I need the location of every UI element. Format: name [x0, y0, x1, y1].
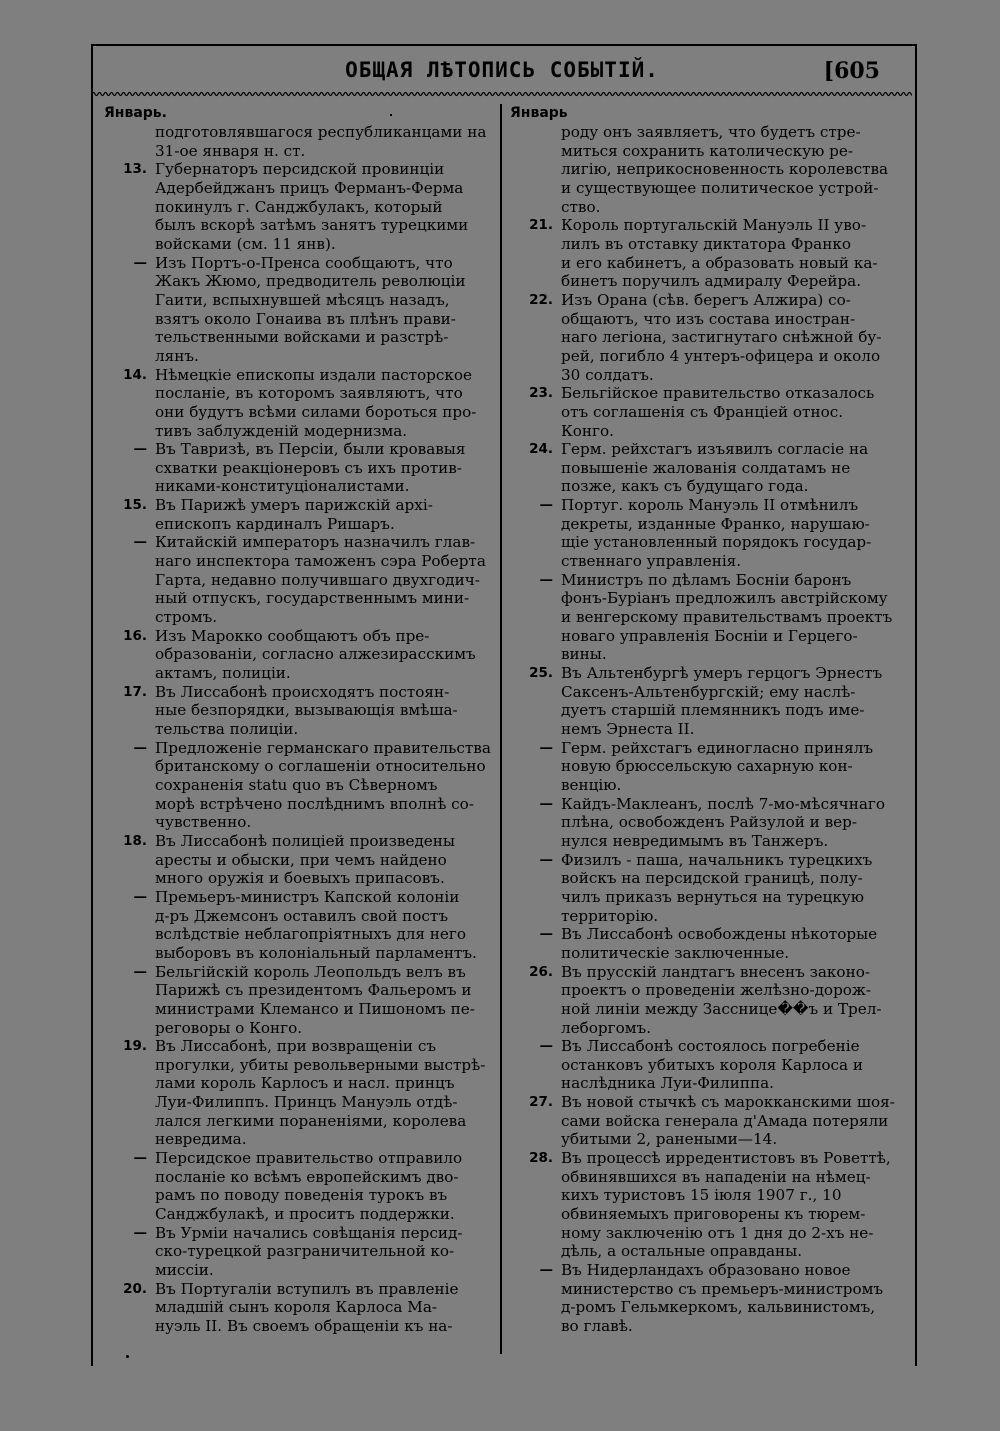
entry-date: —: [133, 963, 147, 980]
entry-text: [561, 496, 900, 571]
entry-text: [155, 1280, 494, 1336]
text-line: Луи-Филиппъ. Принцъ Мануэль отдѣ-: [155, 1093, 458, 1112]
chronicle-entry: [104, 963, 494, 1038]
text-line: миться сохранить католическую ре-: [561, 141, 853, 160]
text-line: много оружія и боевыхъ припасовъ.: [155, 869, 445, 888]
text-line: кихъ туристовъ 15 іюля 1907 г., 10: [561, 1186, 842, 1205]
text-line: покинулъ г. Санджбулакъ, который: [155, 197, 443, 216]
entry-date: —: [133, 254, 147, 271]
text-line: во главѣ.: [561, 1317, 633, 1335]
text-line: ство.: [561, 197, 601, 216]
right-column: [510, 104, 900, 1336]
text-line: наго инспектора таможенъ сэра Роберта: [155, 552, 486, 571]
entry-list: [104, 123, 494, 1336]
text-line: тивъ заблужденій модернизма.: [155, 421, 408, 440]
chronicle-entry: [510, 1037, 900, 1093]
text-line: декреты, изданные Франко, нарушаю-: [561, 514, 870, 533]
text-line: миссіи.: [155, 1261, 214, 1280]
entry-date: —: [539, 739, 553, 756]
text-line: Изъ Орана (сѣв. берегъ Алжира) со-: [561, 290, 851, 309]
text-line: Конго.: [561, 421, 614, 440]
entry-text: [155, 533, 494, 626]
text-line: образованіи, согласно алжезирасскимъ: [155, 645, 476, 664]
chronicle-entry: [510, 216, 900, 291]
text-line: Саксенъ-Альтенбургскій; ему наслѣ-: [561, 682, 856, 701]
text-line: лянъ.: [155, 346, 199, 365]
text-line: Герм. рейхстагъ изъявилъ согласіе на: [561, 440, 869, 459]
chronicle-entry: [510, 291, 900, 384]
text-line: Въ прусскій ландтагъ внесенъ законо-: [561, 962, 870, 981]
entry-date: 14.: [123, 366, 147, 383]
text-line: Бельгійское правительство отказалось: [561, 384, 875, 403]
text-line: нулся невредимымъ въ Танжеръ.: [561, 831, 829, 850]
text-line: дѣль, а остальные оправданы.: [561, 1242, 803, 1261]
entry-text: [155, 739, 494, 832]
entry-text: [561, 1261, 900, 1336]
entry-text: [561, 851, 900, 926]
text-line: д-ромъ Гельмкеркомъ, кальвинистомъ,: [561, 1298, 876, 1317]
text-line: Гаити, вспыхнувшей мѣсяцъ назадъ,: [155, 290, 450, 309]
text-line: чилъ приказъ вернуться на турецкую: [561, 887, 864, 906]
chronicle-entry: [510, 571, 900, 664]
chronicle-entry: [104, 888, 494, 963]
text-line: морѣ встрѣчено послѣднимъ вполнѣ со-: [155, 794, 474, 813]
chronicle-entry: [104, 123, 494, 160]
text-line: министерство съ премьеръ-министромъ: [561, 1279, 884, 1298]
entry-text: [155, 1037, 494, 1149]
text-line: британскому о соглашеніи относительно: [155, 757, 486, 776]
entry-text: [155, 888, 494, 963]
text-line: Персидское правительство отправило: [155, 1149, 463, 1168]
entry-text: [155, 160, 494, 253]
chronicle-entry: [104, 1037, 494, 1149]
entry-date: [104, 123, 155, 160]
entry-date: 25.: [529, 665, 553, 682]
text-line: новую брюссельскую сахарную кон-: [561, 757, 853, 776]
entry-date: 28.: [529, 1150, 553, 1167]
chronicle-entry: [510, 963, 900, 1038]
chronicle-entry: [104, 533, 494, 626]
entry-date: 15.: [123, 497, 147, 514]
column-divider: [500, 104, 502, 1354]
entry-text: [561, 440, 900, 496]
text-line: общаютъ, что изъ состава иностран-: [561, 309, 856, 328]
entry-date: —: [133, 739, 147, 756]
text-line: никами-конституціоналистами.: [155, 477, 410, 496]
text-line: сохраненія statu quo въ Сѣверномъ: [155, 775, 438, 794]
text-line: чувственно.: [155, 813, 252, 832]
text-line: Въ Нидерландахъ образовано новое: [561, 1261, 851, 1280]
text-line: наго легіона, застигнутаго снѣжной бу-: [561, 328, 882, 347]
text-line: проектъ о проведеніи желѣзно-дорож-: [561, 981, 872, 1000]
text-line: вслѣдствіе неблагопріятныхъ для него: [155, 925, 466, 944]
text-line: былъ вскорѣ затѣмъ занятъ турецкими: [155, 216, 469, 235]
entry-date: —: [539, 926, 553, 943]
text-line: Въ Тавризѣ, въ Персіи, были кровавыя: [155, 440, 466, 459]
text-line: Въ Лиссабонѣ освобождены нѣкоторые: [561, 925, 878, 944]
entry-date: 22.: [529, 291, 553, 308]
text-line: Физилъ - паша, начальникъ турецкихъ: [561, 850, 873, 869]
text-line: Король португальскій Мануэль II уво-: [561, 216, 867, 235]
text-line: тельства полиціи.: [155, 720, 299, 738]
chronicle-entry: [510, 123, 900, 216]
text-line: и его кабинетъ, а образовать новый ка-: [561, 253, 878, 272]
text-line: Въ процессѣ ирредентистовъ въ Роветтѣ,: [561, 1149, 891, 1168]
entry-text: [561, 291, 900, 384]
chronicle-entry: [104, 440, 494, 496]
entry-text: [155, 123, 494, 160]
page-number: [605: [823, 58, 880, 84]
text-line: венцію.: [561, 775, 622, 794]
text-line: невредима.: [155, 1130, 247, 1149]
text-line: прогулки, убиты револьверными выстрѣ-: [155, 1055, 486, 1074]
chronicle-entry: [104, 254, 494, 366]
text-line: новаго управленія Босніи и Герцего-: [561, 626, 858, 645]
entry-date: [510, 123, 561, 216]
entry-text: [155, 963, 494, 1038]
chronicle-entry: [510, 925, 900, 962]
text-line: Премьеръ-министръ Капской колоніи: [155, 887, 460, 906]
chronicle-entry: [510, 440, 900, 496]
text-line: дуетъ старшій племянникъ подъ име-: [561, 701, 865, 720]
chronicle-entry: [104, 1224, 494, 1280]
text-line: немъ Эрнеста II.: [561, 720, 695, 738]
entry-date: —: [133, 1224, 147, 1241]
text-line: лилъ въ отставку диктатора Франко: [561, 234, 851, 253]
text-line: останковъ убитыхъ короля Карлоса и: [561, 1055, 864, 1074]
entry-text: [561, 1037, 900, 1093]
chronicle-entry: [510, 664, 900, 739]
text-line: ной линіи между Засснице��ъ и Трел-: [561, 999, 882, 1018]
entry-text: [561, 216, 900, 291]
text-line: Бельгійскій король Леопольдъ велъ въ: [155, 962, 466, 981]
text-line: Санджбулакѣ, и проситъ поддержки.: [155, 1205, 455, 1224]
text-line: обвинявшихся въ нападеніи на нѣмец-: [561, 1167, 871, 1186]
entry-text: [561, 925, 900, 962]
text-line: ственнаго управленія.: [561, 552, 742, 571]
entry-date: 23.: [529, 385, 553, 402]
entry-text: [155, 832, 494, 888]
chronicle-entry: [104, 1149, 494, 1224]
entry-text: [561, 1149, 900, 1261]
chronicle-entry: [510, 851, 900, 926]
text-line: леборгомъ.: [561, 1018, 652, 1037]
text-line: ные безпорядки, вызывающія вмѣша-: [155, 701, 458, 720]
entry-date: —: [539, 1262, 553, 1279]
text-line: Жакъ Жюмо, предводитель революціи: [155, 272, 466, 291]
chronicle-entry: [510, 795, 900, 851]
entry-list: [510, 123, 900, 1336]
text-line: младшій сынъ короля Карлоса Ма-: [155, 1298, 438, 1317]
text-line: политическіе заключенные.: [561, 943, 790, 962]
entry-text: [155, 627, 494, 683]
text-line: бинетъ поручилъ адмиралу Ферейра.: [561, 272, 862, 291]
text-line: плѣна, освобожденъ Райзулой и вер-: [561, 813, 858, 832]
text-line: Въ Урміи начались совѣщанія персид-: [155, 1223, 463, 1242]
text-line: Изъ Марокко сообщаютъ объ пре-: [155, 626, 430, 645]
text-line: Изъ Портъ-о-Пренса сообщаютъ, что: [155, 253, 453, 272]
chronicle-entry: [510, 384, 900, 440]
text-line: Въ Лиссабонѣ происходятъ постоян-: [155, 682, 450, 701]
text-line: фонъ-Буріанъ предложилъ австрійскому: [561, 589, 888, 608]
text-line: и существующее политическое устрой-: [561, 178, 879, 197]
text-line: реговоры о Конго.: [155, 1018, 303, 1037]
entry-date: —: [539, 571, 553, 588]
text-line: Герм. рейхстагъ единогласно принялъ: [561, 738, 874, 757]
chronicle-entry: [510, 739, 900, 795]
entry-text: [561, 963, 900, 1038]
text-line: тельственными войсками и разстрѣ-: [155, 328, 449, 347]
text-line: Министръ по дѣламъ Босніи баронъ: [561, 570, 852, 589]
text-line: Въ Лиссабонѣ состоялось погребеніе: [561, 1037, 860, 1056]
text-line: войсками (см. 11 янв).: [155, 234, 336, 253]
entry-date: —: [133, 441, 147, 458]
text-line: вины.: [561, 645, 607, 664]
text-line: рамъ по поводу поведенія турокъ въ: [155, 1186, 448, 1205]
text-line: позже, какъ съ будущаго года.: [561, 477, 809, 496]
month-label: Январь.: [104, 105, 167, 121]
text-line: Кайдъ-Маклеанъ, послѣ 7-мо-мѣсячнаго: [561, 794, 885, 813]
entry-text: [561, 571, 900, 664]
text-line: 30 солдатъ.: [561, 365, 654, 384]
entry-date: 26.: [529, 963, 553, 980]
text-line: повышеніе жалованія солдатамъ не: [561, 458, 851, 477]
page-header: [92, 58, 912, 92]
entry-date: —: [539, 795, 553, 812]
text-line: актамъ, полиціи.: [155, 664, 291, 683]
entry-date: —: [539, 1038, 553, 1055]
chronicle-entry: [104, 683, 494, 739]
text-line: Португ. король Мануэль II отмѣнилъ: [561, 496, 859, 515]
entry-text: [561, 1093, 900, 1149]
entry-text: [155, 683, 494, 739]
entry-date: —: [133, 888, 147, 905]
text-line: выборовъ въ колоніальный парламентъ.: [155, 943, 477, 962]
text-line: Предложеніе германскаго правительства: [155, 738, 491, 757]
text-line: лигію, неприкосновенность королевства: [561, 160, 889, 179]
entry-text: [561, 123, 900, 216]
text-line: епископъ кардиналъ Ришаръ.: [155, 514, 395, 533]
text-line: Въ Парижѣ умеръ парижскій архі-: [155, 496, 433, 515]
chronicle-entry: [104, 627, 494, 683]
text-line: ному заключенію отъ 1 дня до 2-хъ не-: [561, 1223, 874, 1242]
entry-date: 21.: [529, 217, 553, 234]
page-title: ОБЩАЯ ЛѢТОПИСЬ СОБЫТІЙ.: [345, 58, 659, 82]
text-line: щіе установленный порядокъ государ-: [561, 533, 872, 552]
text-line: Въ Альтенбургѣ умеръ герцогъ Эрнестъ: [561, 664, 883, 683]
text-line: лался легкими пораненіями, королева: [155, 1111, 467, 1130]
text-line: министрами Клемансо и Пишономъ пе-: [155, 999, 475, 1018]
text-line: посланіе, въ которомъ заявляютъ, что: [155, 384, 463, 403]
entry-date: 24.: [529, 441, 553, 458]
text-line: подготовлявшагося республиканцами на: [155, 123, 487, 141]
entry-text: [561, 795, 900, 851]
entry-text: [155, 366, 494, 441]
text-line: Въ Лиссабонѣ, при возвращеніи съ: [155, 1037, 437, 1056]
entry-text: [155, 1149, 494, 1224]
chronicle-entry: [510, 496, 900, 571]
text-line: аресты и обыски, при чемъ найдено: [155, 850, 447, 869]
entry-date: —: [133, 534, 147, 551]
text-line: обвиняемыхъ приговорены къ тюрем-: [561, 1205, 866, 1224]
text-line: убитыми 2, ранеными—14.: [561, 1130, 778, 1149]
text-line: стромъ.: [155, 608, 218, 627]
text-line: Въ новой стычкѣ съ марокканскими шоя-: [561, 1093, 895, 1112]
entry-text: [561, 739, 900, 795]
chronicle-entry: [510, 1261, 900, 1336]
text-line: взятъ около Гонаива въ плѣнъ прави-: [155, 309, 456, 328]
text-line: наслѣдника Луи-Филиппа.: [561, 1074, 774, 1093]
chronicle-entry: [104, 1280, 494, 1336]
text-line: территорію.: [561, 906, 659, 925]
text-line: Губернаторъ персидской провинціи: [155, 160, 445, 179]
entry-date: —: [133, 1150, 147, 1167]
text-line: сами войска генерала д'Амада потеряли: [561, 1111, 889, 1130]
text-line: ско-турецкой разграничительной ко-: [155, 1242, 455, 1261]
text-line: д-ръ Джемсонъ оставилъ свой постъ: [155, 906, 448, 925]
entry-date: 20.: [123, 1280, 147, 1297]
entry-text: [155, 496, 494, 533]
month-label: Январь: [510, 105, 568, 121]
entry-date: —: [539, 851, 553, 868]
chronicle-entry: [104, 366, 494, 441]
text-line: нуэль II. Въ своемъ обращеніи къ на-: [155, 1317, 453, 1335]
text-line: отъ соглашенія съ Франціей относ.: [561, 402, 844, 421]
entry-text: [155, 254, 494, 366]
entry-date: —: [539, 497, 553, 514]
entry-date: 13.: [123, 161, 147, 178]
ink-dot: [126, 1355, 129, 1358]
entry-text: [561, 384, 900, 440]
entry-date: 17.: [123, 683, 147, 700]
text-line: рей, погибло 4 унтеръ-офицера и около: [561, 346, 881, 365]
entry-date: 16.: [123, 627, 147, 644]
text-line: лами король Карлосъ и насл. принцъ: [155, 1074, 455, 1093]
entry-text: [155, 440, 494, 496]
chronicle-entry: [104, 496, 494, 533]
entry-date: 27.: [529, 1094, 553, 1111]
text-line: Въ Лиссабонѣ полиціей произведены: [155, 831, 455, 850]
text-line: ный отпускъ, государственнымъ мини-: [155, 589, 470, 608]
text-line: войскъ на персидской границѣ, полу-: [561, 869, 863, 888]
text-line: Гарта, недавно получившаго двухгодич-: [155, 570, 480, 589]
text-line: они будутъ всѣми силами бороться про-: [155, 402, 477, 421]
chronicle-entry: [104, 832, 494, 888]
entry-date: 18.: [123, 832, 147, 849]
entry-date: 19.: [123, 1038, 147, 1055]
text-line: Въ Португаліи вступилъ въ правленіе: [155, 1279, 459, 1298]
chronicle-entry: [104, 160, 494, 253]
chronicle-entry: [104, 739, 494, 832]
header-wavy-rule: [92, 90, 912, 98]
text-line: Нѣмецкіе епископы издали пасторское: [155, 365, 473, 384]
entry-text: [561, 664, 900, 739]
text-line: роду онъ заявляетъ, что будетъ стре-: [561, 123, 861, 141]
text-line: и венгерскому правительствамъ проектъ: [561, 608, 893, 627]
text-line: схватки реакціонеровъ съ ихъ против-: [155, 458, 462, 477]
text-line: Китайскій императоръ назначилъ глав-: [155, 533, 476, 552]
text-line: Парижѣ съ президентомъ Фальеромъ и: [155, 981, 472, 1000]
left-column: [104, 104, 494, 1336]
chronicle-entry: [510, 1149, 900, 1261]
text-line: 31-ое января н. ст.: [155, 141, 306, 160]
chronicle-entry: [510, 1093, 900, 1149]
text-line: Адербейджанъ прицъ Ферманъ-Ферма: [155, 178, 464, 197]
text-line: посланіе ко всѣмъ европейскимъ дво-: [155, 1167, 459, 1186]
entry-text: [155, 1224, 494, 1280]
